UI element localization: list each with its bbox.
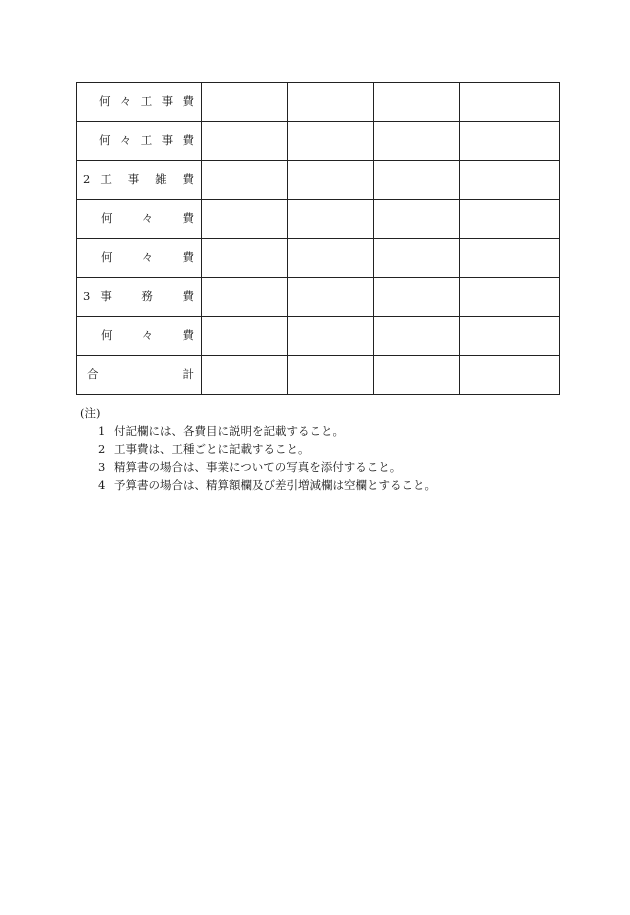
note-number: 2	[98, 442, 106, 456]
table-row	[77, 317, 560, 356]
item-cell	[77, 317, 202, 356]
label-char: 々	[141, 328, 154, 343]
table-row	[77, 278, 560, 317]
note-text: 工事費は、工種ごとに記載すること。	[114, 442, 310, 456]
amount-cell	[374, 278, 460, 317]
label-char: 事	[100, 289, 112, 304]
label-char: 費	[182, 250, 194, 265]
label-char: 費	[182, 211, 194, 226]
amount-cell	[202, 317, 288, 356]
amount-cell	[288, 83, 374, 122]
remarks-cell	[460, 161, 560, 200]
label-char: 々	[141, 211, 154, 226]
amount-cell	[374, 122, 460, 161]
amount-cell	[374, 200, 460, 239]
note-text: 予算書の場合は、精算額欄及び差引増減欄は空欄とすること。	[114, 478, 436, 492]
note-text: 付記欄には、各費目に説明を記載すること。	[114, 424, 344, 438]
label-char: 費	[182, 133, 194, 148]
label-char: 事	[161, 94, 174, 109]
label-char: 何	[99, 94, 111, 109]
note-number: 4	[98, 478, 106, 492]
amount-cell	[288, 200, 374, 239]
label-char: 々	[141, 250, 154, 265]
item-number: 2	[83, 172, 91, 187]
note-number: 3	[98, 460, 106, 474]
label-char: 費	[182, 289, 194, 304]
label-char: 工	[140, 94, 153, 109]
item-cell	[77, 161, 202, 200]
table-row	[77, 161, 560, 200]
label-char: 雑	[155, 172, 167, 187]
label-char: 事	[127, 172, 140, 187]
note-text: 精算書の場合は、事業についての写真を添付すること。	[114, 460, 402, 474]
remarks-cell	[460, 83, 560, 122]
table-row	[77, 200, 560, 239]
note-item	[80, 440, 436, 458]
remarks-cell	[460, 317, 560, 356]
remarks-cell	[460, 200, 560, 239]
remarks-cell	[460, 278, 560, 317]
note-item	[80, 458, 436, 476]
item-cell	[77, 239, 202, 278]
amount-cell	[288, 317, 374, 356]
label-char: 費	[182, 328, 194, 343]
amount-cell	[374, 356, 460, 395]
table-row	[77, 239, 560, 278]
note-item	[80, 476, 436, 494]
amount-cell	[202, 239, 288, 278]
label-char: 事	[161, 133, 174, 148]
amount-cell	[288, 161, 374, 200]
item-cell	[77, 200, 202, 239]
label-char: 何	[101, 328, 113, 343]
item-cell	[77, 122, 202, 161]
label-char: 工	[100, 172, 112, 187]
amount-cell	[374, 161, 460, 200]
label-char: 々	[119, 94, 132, 109]
remarks-cell	[460, 239, 560, 278]
amount-cell	[288, 278, 374, 317]
label-char: 務	[141, 289, 153, 304]
label-char: 費	[182, 94, 194, 109]
amount-cell	[288, 239, 374, 278]
amount-cell	[202, 83, 288, 122]
amount-cell	[202, 161, 288, 200]
notes-heading: (注)	[80, 406, 101, 420]
amount-cell	[374, 317, 460, 356]
label-char: 工	[140, 133, 153, 148]
label-char: 何	[101, 211, 113, 226]
remarks-cell	[460, 356, 560, 395]
table-row	[77, 122, 560, 161]
note-item	[80, 422, 436, 440]
notes-section	[80, 404, 436, 494]
note-number: 1	[98, 424, 106, 438]
amount-cell	[202, 122, 288, 161]
label-char: 何	[101, 250, 113, 265]
amount-cell	[374, 239, 460, 278]
label-char: 何	[99, 133, 111, 148]
label-char: 費	[182, 172, 194, 187]
item-cell	[77, 83, 202, 122]
table-row	[77, 83, 560, 122]
cost-table	[76, 82, 560, 395]
label-char: 合	[87, 367, 99, 382]
label-char: 計	[182, 367, 194, 382]
amount-cell	[374, 83, 460, 122]
item-number: 3	[83, 289, 91, 304]
remarks-cell	[460, 122, 560, 161]
amount-cell	[202, 278, 288, 317]
label-char: 々	[119, 133, 132, 148]
amount-cell	[288, 122, 374, 161]
amount-cell	[202, 200, 288, 239]
item-cell	[77, 278, 202, 317]
item-cell	[77, 356, 202, 395]
amount-cell	[288, 356, 374, 395]
amount-cell	[202, 356, 288, 395]
table-row-total	[77, 356, 560, 395]
